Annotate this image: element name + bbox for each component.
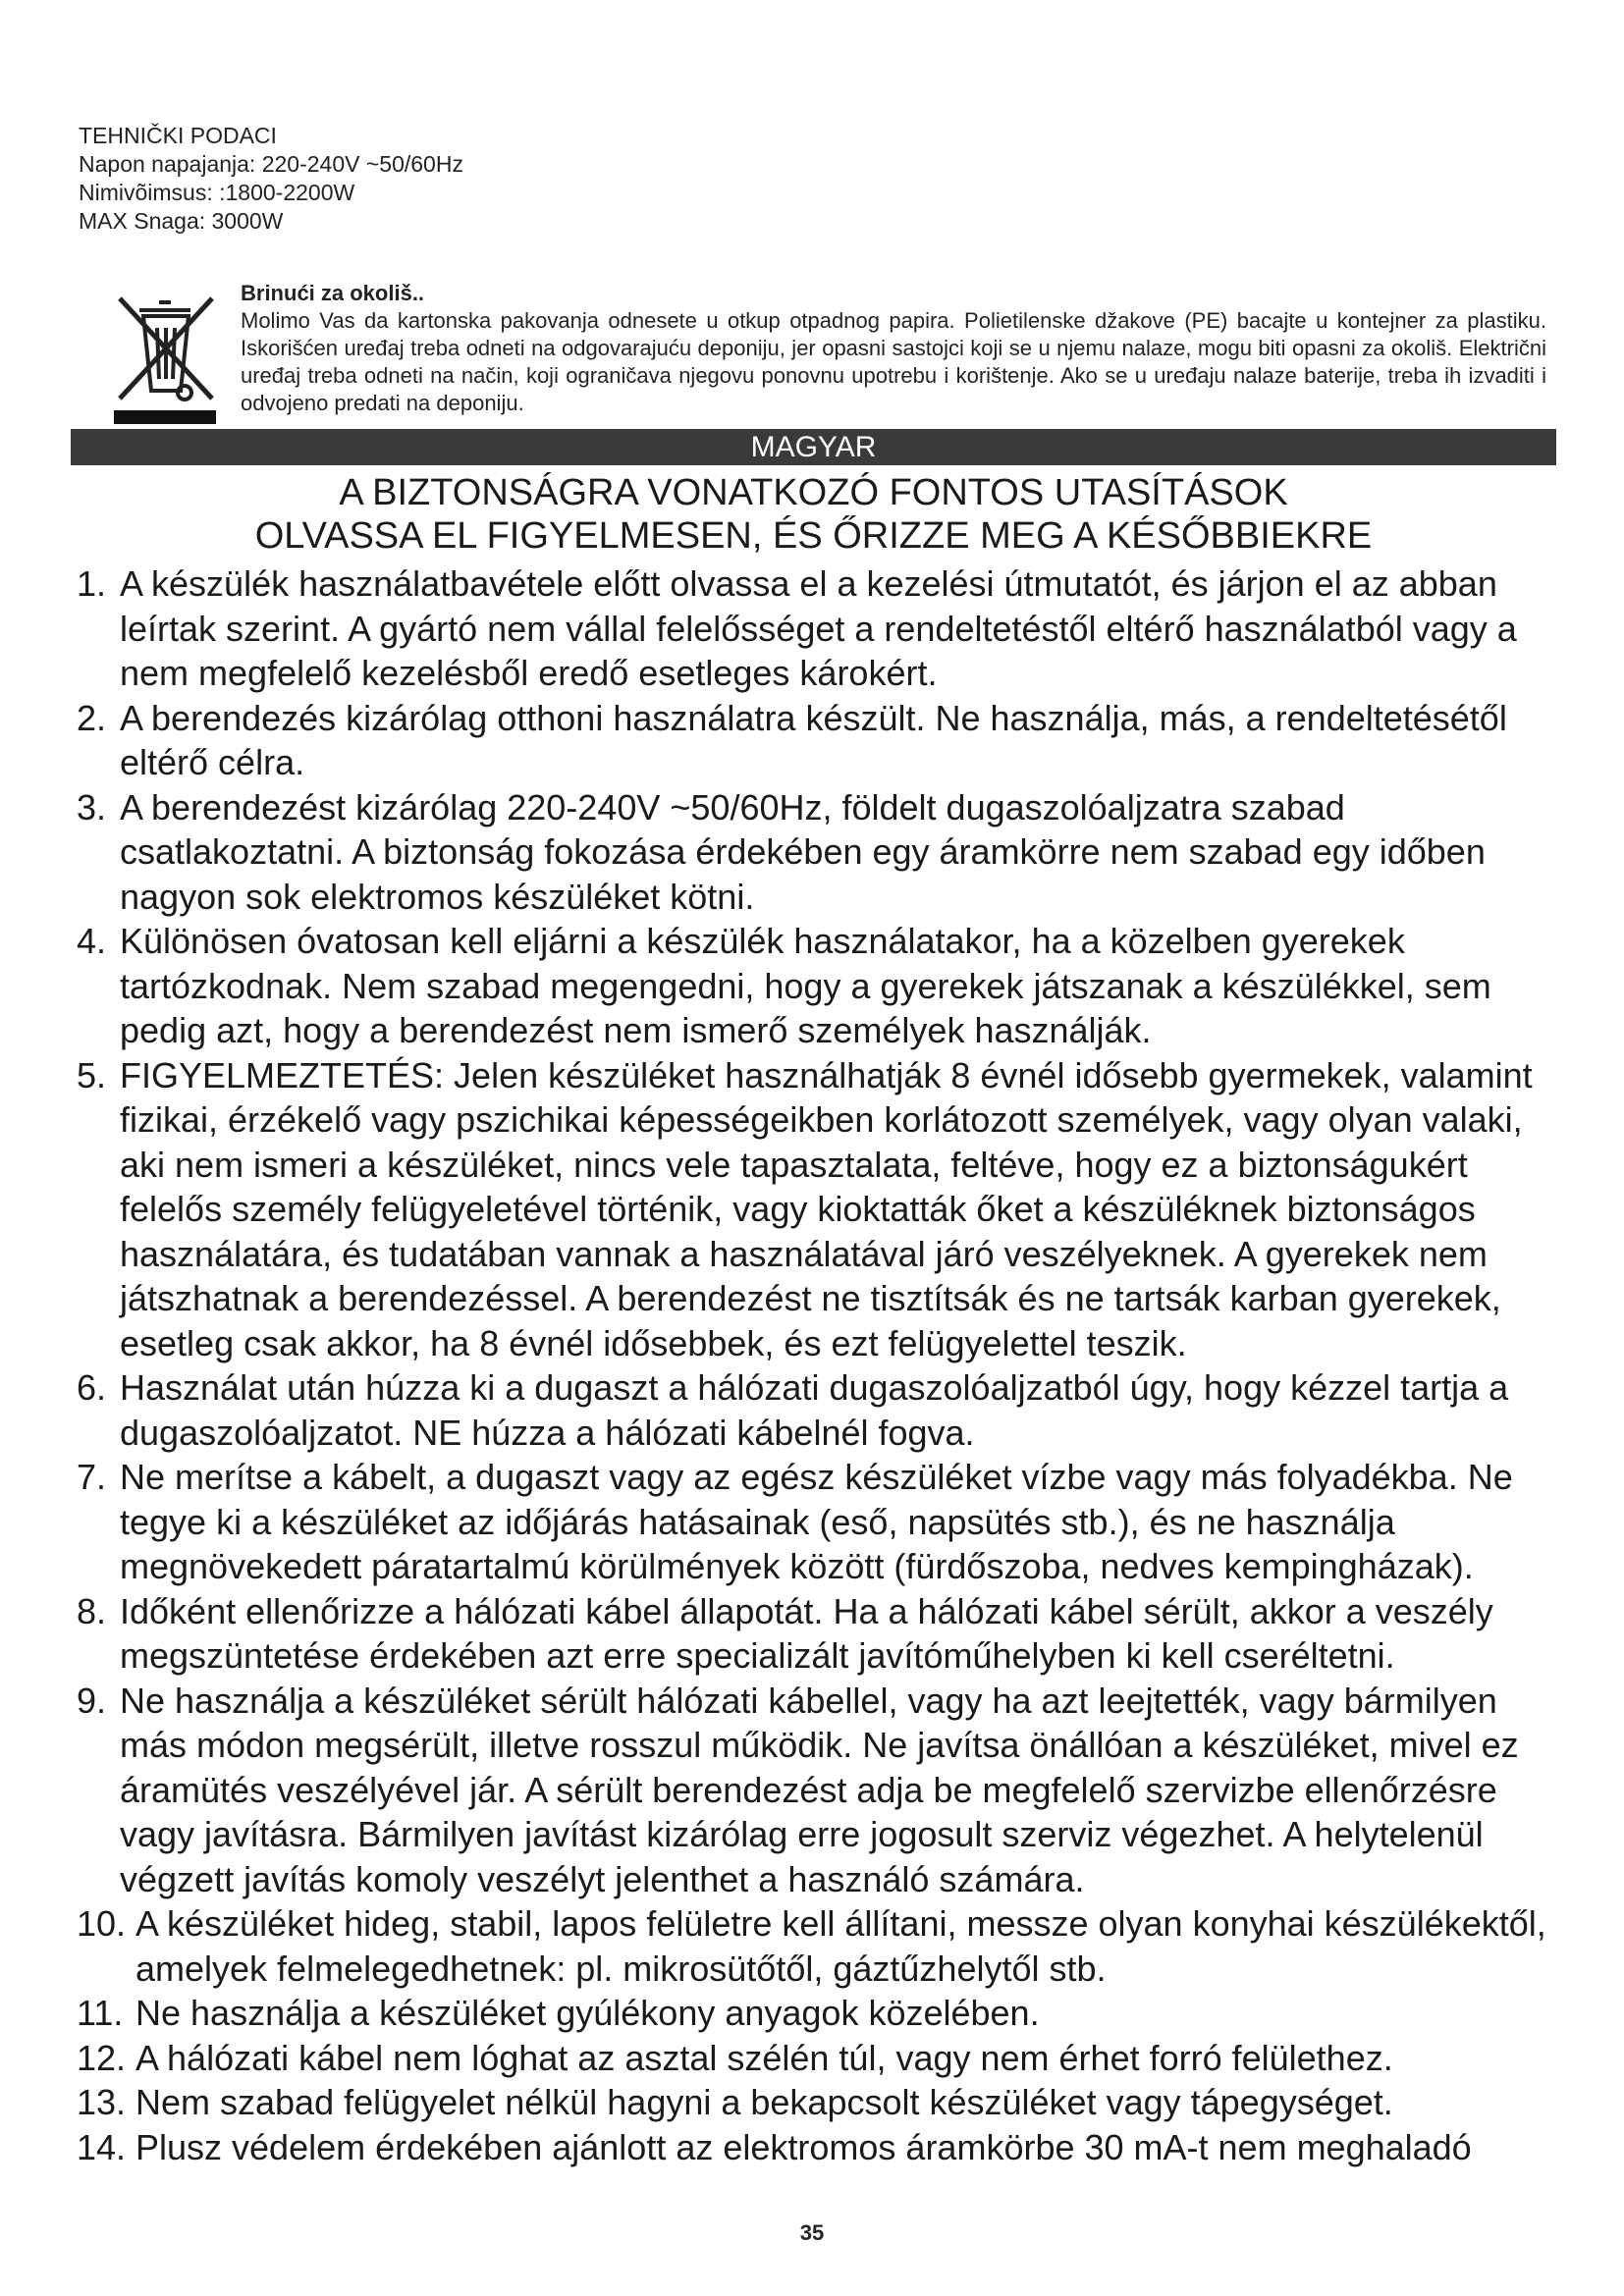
safety-heading-line2: OLVASSA EL FIGYELMESEN, ÉS ŐRIZZE MEG A KÉSŐBBIEKRE — [254, 515, 1373, 557]
list-item: 9. Ne használja a készüléket sérült hálózati kábellel, vagy ha azt leejtették, vagy bármilyen más módon megsérült, illetve rosszul működik. Ne javítsa önállóan a készüléket, mivel ez áramütés veszélyével jár. A sérült berendezést adja be megfelelő szervizbe ellenőrzésre vagy javításra. Bármilyen javítást kizárólag erre jogosult szerviz végezhet. A helytelenül végzett javítás komoly veszélyt jelenthet a használó számára. — [77, 1680, 1519, 1899]
list-item: 5. FIGYELMEZTETÉS: Jelen készüléket használhatják 8 évnél idősebb gyermekek, valamint fizikai, érzékelő vagy pszichikai képességeikben korlátozott személyek, vagy olyan valaki, aki nem ismeri a készüléket, nincs vele tapasztalata, feltéve, hogy ez a biztonságukért felelős személy felügyeletével történik, vagy kioktatták őket a készüléknek biztonságos használatára, és tudatában vannak a használatával járó veszélyeknek. A gyerekek nem játszhatnak a berendezéssel. A berendezést ne tisztítsák és ne tartsák karban gyerekek, esetleg csak akkor, ha 8 évnél idősebbek, és ezt felügyelettel teszik. — [77, 1054, 1533, 1363]
list-item: 8. Időként ellenőrizze a hálózati kábel állapotát. Ha a hálózati kábel sérült, akkor a veszély megszüntetése érdekében azt erre specializált javítóműhelyben ki kell cseréltetni. — [77, 1590, 1493, 1676]
tech-specs-voltage: Napon napajanja: 220-240V ~50/60Hz — [79, 151, 463, 177]
safety-instructions-list — [77, 561, 1559, 2169]
list-item: 11. Ne használja a készüléket gyúlékony anyagok közelében. — [77, 1993, 1040, 2033]
environment-notice — [241, 280, 1546, 417]
safety-heading-line1: A BIZTONSÁGRA VONATKOZÓ FONTOS UTASÍTÁSOK — [339, 472, 1288, 513]
tech-specs-title: TEHNIČKI PODACI — [79, 123, 277, 148]
list-item: 14. Plusz védelem érdekében ajánlott az elektromos áramkörbe 30 mA-t nem meghaladó — [77, 2126, 1472, 2167]
list-item: 12. A hálózati kábel nem lóghat az asztal szélén túl, vagy nem érhet forró felülethez. — [77, 2037, 1393, 2078]
language-section-bar: MAGYAR — [71, 429, 1556, 465]
list-item: 6. Használat után húzza ki a dugaszt a hálózati dugaszolóaljzatból úgy, hogy kézzel tartja a dugaszolóaljzatot. NE húzza a hálózati kábelnél fogva. — [77, 1367, 1509, 1453]
crossed-out-wheelie-bin-icon — [110, 293, 220, 430]
tech-specs-max-power: MAX Snaga: 3000W — [79, 208, 284, 234]
list-item: 10. A készüléket hideg, stabil, lapos felületre kell állítani, messze olyan konyhai készülékektől, amelyek felmelegedhetnek: pl. mikrosütőtől, gáztűzhelytől stb. — [77, 1903, 1546, 1989]
list-item: 2. A berendezés kizárólag otthoni használatra készült. Ne használja, más, a rendeltetésétől eltérő célra. — [77, 697, 1507, 782]
technical-specs — [79, 122, 962, 236]
list-item: 1. A készülék használatbavétele előtt olvassa el a kezelési útmutatót, és járjon el az abban leírtak szerint. A gyártó nem vállal felelősséget a rendeltetéstől eltérő használatból vagy a nem megfelelő kezelésből eredő esetleges károkért. — [77, 563, 1517, 693]
list-item: 4. Különösen óvatosan kell eljárni a készülék használatakor, ha a közelben gyerekek tartózkodnak. Nem szabad megengedni, hogy a gyerekek játszanak a készülékkel, sem pedig azt, hogy a berendezést nem ismerő személyek használják. — [77, 921, 1491, 1050]
tech-specs-rated-power: Nimivõimsus: :1800-2200W — [79, 180, 355, 205]
list-item: 7. Ne merítse a kábelt, a dugaszt vagy az egész készüléket vízbe vagy más folyadékba. Ne tegye ki a készüléket az időjárás hatásainak (eső, napsütés stb.), és ne használja megnövekedett páratartalmú körülmények között (fürdőszoba, nedves kempingházak). — [77, 1457, 1513, 1586]
page-number: 35 — [799, 2220, 825, 2245]
environment-title: Brinući za okoliš.. — [241, 281, 425, 305]
list-item: 3. A berendezést kizárólag 220-240V ~50/60Hz, földelt dugaszolóaljzatra szabad csatlakoztatni. A biztonság fokozása érdekében egy áramkörre nem szabad egy időben nagyon sok elektromos készüléket kötni. — [77, 786, 1486, 917]
environment-text: Molimo Vas da kartonska pakovanja odnesete u otkup otpadnog papira. Polietilenske džakove (PE) bacajte u kontejner za plastiku. Iskorišćen uređaj treba odneti na odgovarajuću deponiju, jer opasni sastojci koji se u njemu nalaze, mogu biti opasni za okoliš. Električni uređaj treba odneti na način, koji ograničava njegovu ponovnu upotrebu i korištenje. Ako se u uređaju nalaze baterije, treba ih izvaditi i odvojeno predati na deponiju. — [241, 308, 1546, 415]
list-item: 13. Nem szabad felügyelet nélkül hagyni a bekapcsolt készüléket vagy tápegységet. — [77, 2082, 1393, 2122]
